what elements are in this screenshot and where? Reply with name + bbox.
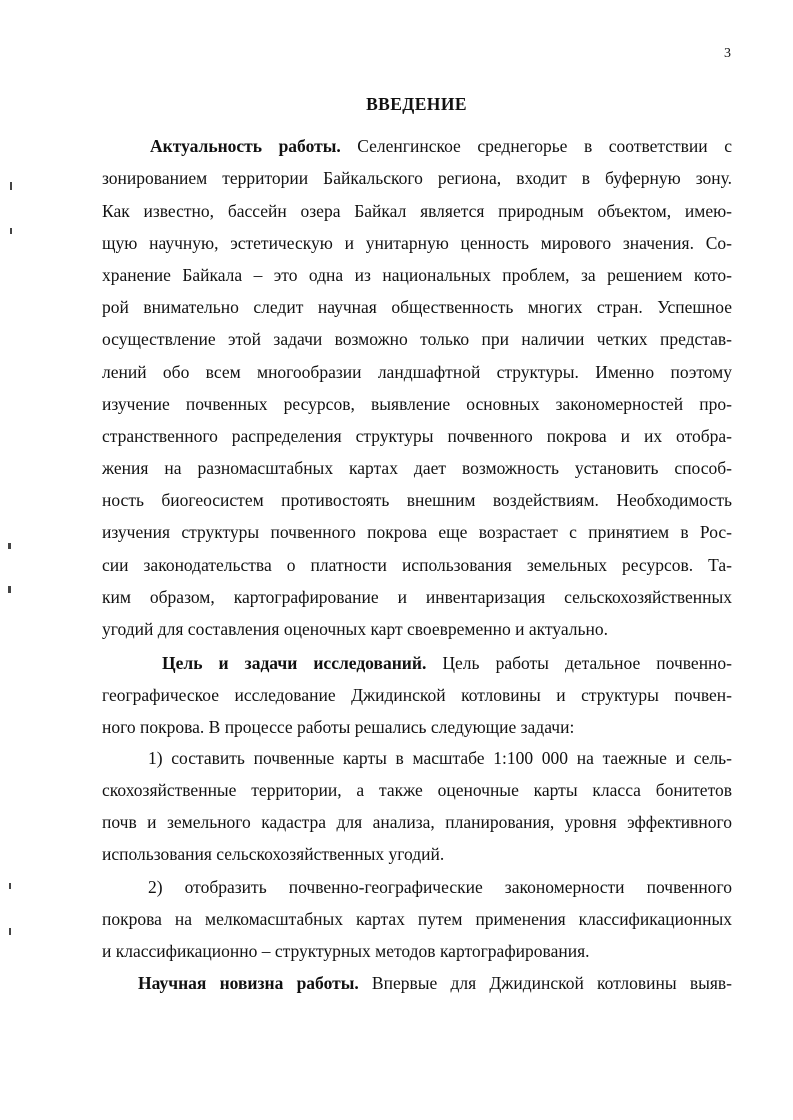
para1-lead: Актуальность работы. [150, 136, 341, 156]
task2-line: покрова на мелкомасштабных картах путем применения классификационных [102, 909, 732, 929]
para1-line: Как известно, бассейн озера Байкал является природным объектом, имею- [102, 201, 732, 221]
task2-line-1: 2) отобразить почвенно-географические закономерности почвенного [148, 877, 732, 897]
para1-line: ким образом, картографирование и инвентаризация сельскохозяйственных [102, 587, 732, 607]
task1-line-last: использования сельскохозяйственных угодий. [102, 844, 445, 864]
task1-line: скохозяйственные территории, а также оценочные карты класса бонитетов [102, 780, 732, 800]
scan-speck [10, 182, 12, 190]
para1-line: странственного распределения структуры почвенного покрова и их отобра- [102, 426, 732, 446]
para1-line: изучения структуры почвенного покрова еще возрастает с принятием в Рос- [102, 522, 732, 542]
para3-lead: Научная новизна работы. [138, 973, 359, 993]
scan-speck [9, 883, 11, 889]
task2-line-last: и классификационно – структурных методов картографирования. [102, 941, 590, 961]
scan-speck [10, 228, 12, 234]
para3-line-1 [138, 973, 732, 993]
para1-line: лений обо всем многообразии ландшафтной структуры. Именно поэтому [102, 362, 732, 382]
para2-first-rest: Цель работы детальное почвенно- [426, 653, 732, 673]
para1-line: зонированием территории Байкальского региона, входит в буферную зону. [102, 168, 732, 188]
para1-line: рой внимательно следит научная общественность многих стран. Успешное [102, 297, 732, 317]
para2-line-last: ного покрова. В процессе работы решались следующие задачи: [102, 717, 575, 737]
scan-speck [8, 543, 11, 549]
scan-speck [8, 586, 11, 593]
para1-line-last: угодий для составления оценочных карт своевременно и актуально. [102, 619, 608, 639]
para1-line: хранение Байкала – это одна из национальных проблем, за решением кото- [102, 265, 732, 285]
para1-line: осуществление этой задачи возможно только при наличии четких представ- [102, 329, 732, 349]
section-title: ВВЕДЕНИЕ [366, 94, 467, 114]
task1-line-1: 1) составить почвенные карты в масштабе 1:100 000 на таежные и сель- [148, 748, 732, 768]
page-number: 3 [724, 46, 731, 61]
para2-line: географическое исследование Джидинской котловины и структуры почвен- [102, 685, 732, 705]
task1-line: почв и земельного кадастра для анализа, планирования, уровня эффективного [102, 812, 732, 832]
para3-first-rest: Впервые для Джидинской котловины выяв- [358, 973, 732, 993]
para1-first-rest: Селенгинское среднегорье в соответствии с [340, 136, 732, 156]
para1-line: жения на разномасштабных картах дает возможность установить способ- [102, 458, 732, 478]
para1-line: ность биогеосистем противостоять внешним воздействиям. Необходимость [102, 490, 732, 510]
para2-lead: Цель и задачи исследований. [162, 653, 427, 673]
para1-line: сии законодательства о платности использования земельных ресурсов. Та- [102, 555, 732, 575]
para1-line: щую научную, эстетическую и унитарную ценность мирового значения. Со- [102, 233, 732, 253]
para1-line-1 [150, 136, 732, 156]
scan-speck [9, 928, 11, 935]
para2-line-1 [162, 653, 732, 673]
para1-line: изучение почвенных ресурсов, выявление основных закономерностей про- [102, 394, 732, 414]
